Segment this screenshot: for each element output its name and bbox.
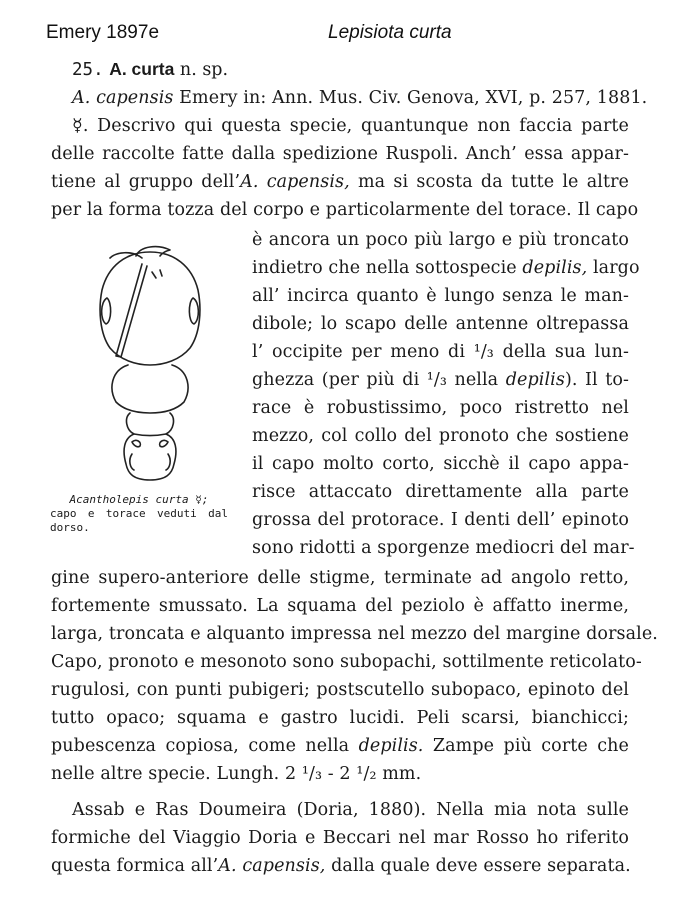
species-ref: depilis, bbox=[522, 258, 588, 278]
text-line: Capo, pronoto e mesonoto sono subopachi, sottilmente reticolato- bbox=[51, 652, 642, 672]
text-line: mezzo, col collo del pronoto che sostiene bbox=[252, 426, 629, 446]
page-header-right: Lepisiota curta bbox=[328, 22, 452, 43]
ant-spiracle-left bbox=[132, 440, 140, 446]
ant-dorsal-illustration bbox=[86, 238, 214, 490]
text-line: il capo molto corto, sicchè il capo appa- bbox=[252, 454, 629, 474]
text-line: Assab e Ras Doumeira (Doria, 1880). Nella mia nota sulle bbox=[72, 800, 629, 820]
species-ref: A. capensis, bbox=[218, 856, 326, 876]
text-line: risce attaccato direttamente alla parte bbox=[252, 482, 629, 502]
species-ref: A. capensis, bbox=[240, 172, 350, 192]
text-line bbox=[51, 733, 629, 759]
caption-line-3: dorso. bbox=[50, 521, 90, 534]
species-suffix: n. sp. bbox=[179, 60, 229, 80]
ant-tooth-left bbox=[130, 454, 134, 470]
text-line: l’ occipite per meno di ¹/₃ della sua lun- bbox=[252, 342, 629, 362]
text-line: dibole; lo scapo delle antenne oltrepassa bbox=[252, 314, 629, 334]
species-name: A. curta bbox=[109, 59, 175, 79]
ant-eye-left bbox=[102, 298, 111, 324]
text-line: grossa del protorace. I denti dell’ epinoto bbox=[252, 510, 629, 530]
text-run: pubescenza copiosa, come nella bbox=[51, 736, 359, 756]
text-run: largo bbox=[587, 258, 640, 278]
text-line: race è robustissimo, poco ristretto nel bbox=[252, 398, 629, 418]
text-line: ☿. Descrivo qui questa specie, quantunque non faccia parte bbox=[72, 116, 629, 136]
text-run: indietro che nella sottospecie bbox=[252, 258, 523, 278]
text-line: nelle altre specie. Lungh. 2 ¹/₃ - 2 ¹/₂ mm. bbox=[51, 764, 422, 784]
text-run: ghezza (per più di ¹/₃ nella bbox=[252, 370, 506, 390]
caption-line-2: capo e torace veduti dal bbox=[50, 507, 228, 520]
synonym-name: A. capensis bbox=[72, 88, 174, 108]
ant-eye-right bbox=[189, 298, 198, 324]
species-ref: depilis bbox=[505, 370, 565, 390]
text-line: per la forma tozza del corpo e particolarmente del torace. Il capo bbox=[51, 200, 639, 220]
text-line: tutto opaco; squama e gastro lucidi. Peli scarsi, bianchicci; bbox=[51, 708, 629, 728]
ant-propodeum bbox=[124, 434, 176, 480]
ant-antenna-scape bbox=[116, 264, 147, 357]
text-line bbox=[51, 853, 629, 879]
synonym-reference: Emery in: Ann. Mus. Civ. Genova, XVI, p. 257, 1881. bbox=[179, 88, 648, 108]
ant-tooth-right bbox=[166, 454, 170, 470]
text-line: gine supero-anteriore delle stigme, terminate ad angolo retto, bbox=[51, 568, 629, 588]
text-line: all’ incirca quanto è lungo senza le man- bbox=[252, 286, 629, 306]
ant-pronotum bbox=[112, 365, 188, 413]
text-run: ). Il to- bbox=[564, 370, 629, 390]
text-line: formiche del Viaggio Doria e Beccari nel mar Rosso ho riferito bbox=[51, 828, 629, 848]
text-run: questa formica all’ bbox=[51, 856, 219, 876]
ant-frontal-mark bbox=[152, 270, 162, 278]
caption-line-1: Acantholepis curta ☿; bbox=[69, 493, 209, 506]
page-header-left: Emery 1897e bbox=[46, 22, 160, 43]
section-title bbox=[72, 56, 228, 83]
section-number: 25. bbox=[72, 60, 104, 80]
text-line: sono ridotti a sporgenze mediocri del mar- bbox=[252, 538, 635, 558]
text-line: delle raccolte fatte dalla spedizione Ruspoli. Anch’ essa appar- bbox=[51, 144, 629, 164]
text-line bbox=[51, 169, 629, 195]
ant-spiracle-right bbox=[160, 440, 168, 446]
ant-head-outline bbox=[100, 252, 200, 365]
figure-caption bbox=[50, 493, 228, 535]
text-run: dalla quale deve essere separata. bbox=[325, 856, 631, 876]
text-line bbox=[252, 255, 640, 281]
text-line: rugulosi, con punti pubigeri; postscutello subopaco, epinoto del bbox=[51, 680, 629, 700]
text-line: larga, troncata e alquanto impressa nel mezzo del margine dorsale. bbox=[51, 624, 658, 644]
text-line: è ancora un poco più largo e più troncato bbox=[252, 230, 629, 250]
species-ref: depilis. bbox=[358, 736, 424, 756]
ant-mesonotum bbox=[127, 413, 174, 436]
text-run: ma si scosta da tutte le altre bbox=[349, 172, 629, 192]
text-line bbox=[252, 367, 629, 393]
text-line: fortemente smussato. La squama del peziolo è affatto inerme, bbox=[51, 596, 629, 616]
synonym-line bbox=[72, 85, 648, 111]
text-run: Zampe più corte che bbox=[423, 736, 630, 756]
text-run: tiene al gruppo dell’ bbox=[51, 172, 241, 192]
